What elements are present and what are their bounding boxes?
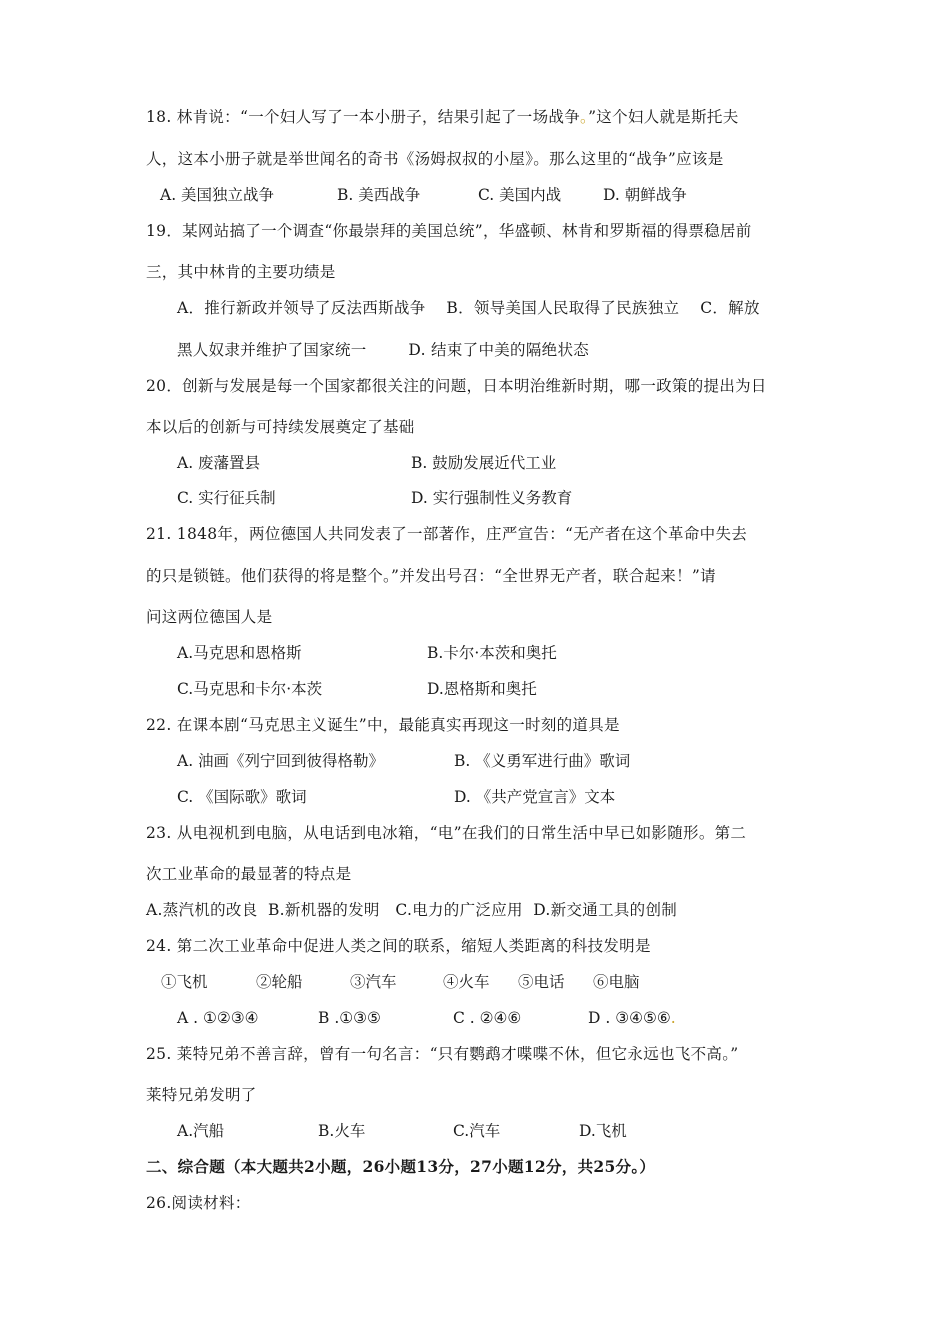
question-25-line-1: 25. 莱特兄弟不善言辞，曾有一句名言：“只有鹦鹉才喋喋不休，但它永远也飞不高。” [146, 1045, 739, 1063]
question-25-option-c: C.汽车 [453, 1122, 501, 1140]
question-21-option-c: C.马克思和卡尔·本茨 [177, 680, 323, 698]
question-23-options: A.蒸汽机的改良 B.新机器的发明 C.电力的广泛应用 D.新交通工具的创制 [146, 901, 678, 919]
question-21-line-1: 21. 1848年，两位德国人共同发表了一部著作，庄严宣告：“无产者在这个革命中失去 [146, 525, 748, 543]
question-18-option-d: D. 朝鲜战争 [603, 186, 687, 204]
question-21-line-2: 的只是锁链。他们获得的将是整个。”并发出号召：“全世界无产者，联合起来！”请 [146, 567, 716, 585]
question-18-line-2: 人，这本小册子就是举世闻名的奇书《汤姆叔叔的小屋》。那么这里的“战争”应该是 [146, 150, 724, 168]
question-18-line-1: 18. 林肯说：“一个妇人写了一本小册子，结果引起了一场战争。”这个妇人就是斯托夫 [146, 108, 739, 126]
question-19-line-2: 三，其中林肯的主要功绩是 [146, 263, 336, 281]
question-24-option-a: A . ①②③④ [177, 1009, 259, 1027]
question-24-item-6: ⑥电脑 [593, 973, 640, 991]
question-20-option-c: C. 实行征兵制 [177, 489, 276, 507]
question-20-option-b: B. 鼓励发展近代工业 [411, 454, 557, 472]
question-20-line-2: 本以后的创新与可持续发展奠定了基础 [146, 418, 415, 436]
question-20-line-1: 20．创新与发展是每一个国家都很关注的问题，日本明治维新时期，哪一政策的提出为日 [146, 377, 767, 395]
question-24-item-5: ⑤电话 [518, 973, 565, 991]
question-24-option-b: B .①③⑤ [318, 1009, 381, 1027]
question-21-option-b: B.卡尔·本茨和奥托 [427, 644, 557, 662]
question-21-option-a: A.马克思和恩格斯 [177, 644, 302, 662]
question-22-line-1: 22. 在课本剧“马克思主义诞生”中，最能真实再现这一时刻的道具是 [146, 716, 620, 734]
question-24-item-3: ③汽车 [350, 973, 397, 991]
question-24-item-1: ①飞机 [161, 973, 208, 991]
question-18-option-c: C. 美国内战 [478, 186, 562, 204]
question-25-option-a: A.汽船 [177, 1122, 225, 1140]
section-2-heading: 二、综合题（本大题共2小题，26小题13分，27小题12分，共25分。） [146, 1157, 656, 1176]
question-26-intro: 26.阅读材料： [146, 1194, 251, 1212]
mark-dot: . [670, 1009, 676, 1027]
question-22-option-c: C. 《国际歌》歌词 [177, 788, 307, 806]
question-21-option-d: D.恩格斯和奥托 [427, 680, 537, 698]
question-20-option-a: A. 废藩置县 [177, 454, 261, 472]
question-24-line-1: 24. 第二次工业革命中促进人类之间的联系，缩短人类距离的科技发明是 [146, 937, 651, 955]
mark-dot: 。 [580, 108, 589, 126]
question-24-item-2: ②轮船 [256, 973, 303, 991]
question-25-option-b: B.火车 [318, 1122, 366, 1140]
question-20-option-d: D. 实行强制性义务教育 [411, 489, 573, 507]
question-25-option-d: D.飞机 [579, 1122, 627, 1140]
question-24-option-c: C . ②④⑥ [453, 1009, 522, 1027]
question-23-line-1: 23. 从电视机到电脑，从电话到电冰箱，“电”在我们的日常生活中早已如影随形。第二 [146, 824, 747, 842]
question-24-option-d: D . ③④⑤⑥. [588, 1009, 676, 1027]
question-25-line-2: 莱特兄弟发明了 [146, 1086, 257, 1104]
question-18-option-a: A. 美国独立战争 [160, 186, 275, 204]
question-19-options-line-1: A．推行新政并领导了反法西斯战争 B．领导美国人民取得了民族独立 C．解放 [177, 299, 760, 317]
question-22-option-b: B. 《义勇军进行曲》歌词 [454, 752, 631, 770]
question-19-options-line-2: 黑人奴隶并维护了国家统一 D. 结束了中美的隔绝状态 [177, 341, 590, 359]
question-23-line-2: 次工业革命的最显著的特点是 [146, 865, 352, 883]
question-19-line-1: 19．某网站搞了一个调查“你最崇拜的美国总统”，华盛顿、林肯和罗斯福的得票稳居前 [146, 222, 752, 240]
question-22-option-d: D. 《共产党宣言》文本 [454, 788, 616, 806]
question-21-line-3: 问这两位德国人是 [146, 608, 273, 626]
question-22-option-a: A. 油画《列宁回到彼得格勒》 [177, 752, 385, 770]
question-18-option-b: B. 美西战争 [337, 186, 421, 204]
question-24-item-4: ④火车 [443, 973, 490, 991]
